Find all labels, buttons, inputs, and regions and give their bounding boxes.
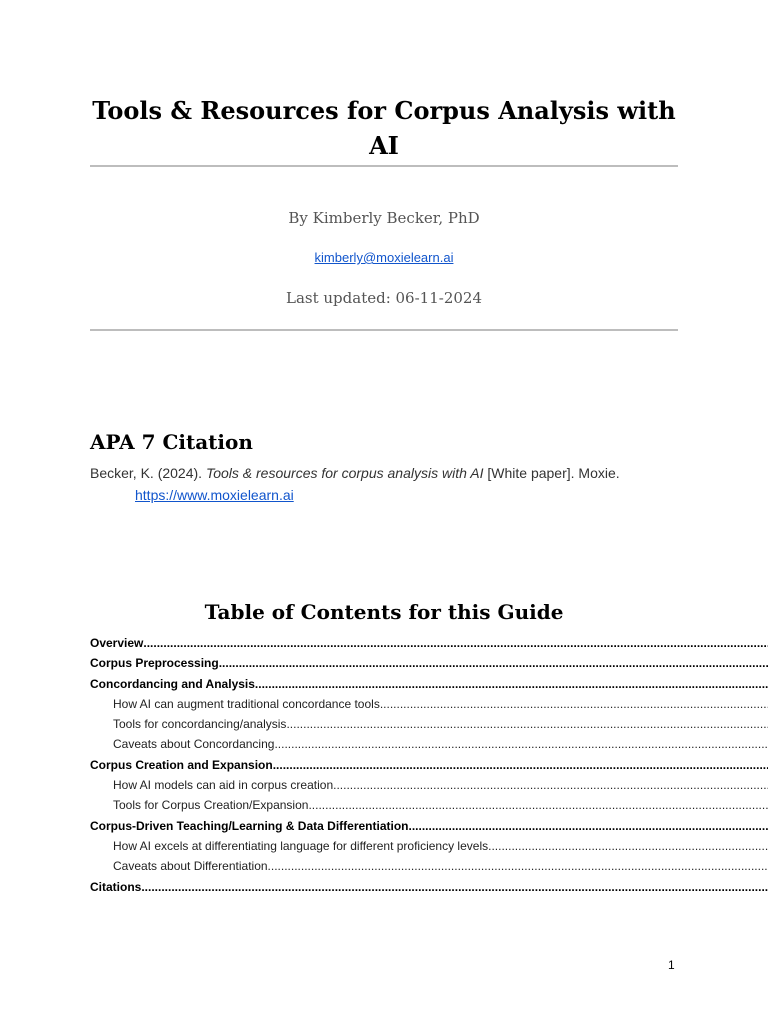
toc-entry-label: Caveats about Concordancing: [113, 737, 275, 752]
toc-entry-label: Tools for Corpus Creation/Expansion: [113, 798, 309, 813]
toc-leader-dots: [286, 714, 768, 734]
toc-entry[interactable]: [90, 633, 768, 653]
apa-citation-text: [90, 462, 690, 506]
citation-suffix: [White paper]. Moxie.: [483, 465, 620, 481]
page-number: 1: [668, 958, 675, 972]
toc-entry-label: Caveats about Differentiation: [113, 859, 268, 874]
toc-entry[interactable]: [90, 816, 768, 836]
last-updated: Last updated: 06-11-2024: [285, 289, 483, 307]
toc-leader-dots: [143, 633, 768, 653]
toc-entry-label: Corpus-Driven Teaching/Learning & Data Differentiation: [90, 818, 409, 833]
toc-leader-dots: [268, 856, 768, 876]
apa-citation-heading: APA 7 Citation: [90, 430, 253, 454]
author-email: [90, 250, 678, 265]
toc-entry-label: How AI excels at differentiating language for different proficiency levels: [113, 838, 489, 853]
toc-leader-dots: [219, 653, 768, 673]
author-email-link[interactable]: kimberly@moxielearn.ai: [314, 250, 454, 265]
toc-entry[interactable]: [90, 734, 768, 754]
toc-leader-dots: [380, 694, 768, 714]
toc-entry[interactable]: [90, 856, 768, 876]
toc-entry-label: Tools for concordancing/analysis: [113, 717, 287, 732]
toc-entry[interactable]: [90, 714, 768, 734]
toc-leader-dots: [274, 734, 768, 754]
toc-leader-dots: [308, 795, 768, 815]
toc-leader-dots: [333, 775, 768, 795]
citation-line: [90, 462, 690, 484]
toc-entry[interactable]: [90, 836, 768, 856]
toc-leader-dots: [273, 755, 768, 775]
author-byline: By Kimberly Becker, PhD: [288, 209, 480, 227]
toc-entry-label: Corpus Preprocessing: [90, 656, 219, 671]
toc-entry[interactable]: [90, 755, 768, 775]
toc-leader-dots: [488, 836, 768, 856]
toc-entry-label: Citations: [90, 879, 142, 894]
toc-entry[interactable]: [90, 877, 768, 897]
toc-leader-dots: [141, 877, 768, 897]
toc-entry[interactable]: [90, 795, 768, 815]
toc-leader-dots: [255, 674, 768, 694]
toc-entry[interactable]: [90, 653, 768, 673]
toc-entry[interactable]: [90, 674, 768, 694]
toc-leader-dots: [408, 816, 768, 836]
citation-italic-title: Tools & resources for corpus analysis with AI: [205, 465, 484, 481]
citation-url-line: [90, 484, 690, 506]
toc-entry-label: Concordancing and Analysis: [90, 676, 255, 691]
toc-entry-label: Overview: [90, 636, 144, 650]
citation-prefix: Becker, K. (2024).: [90, 465, 206, 481]
citation-url-link[interactable]: https://www.moxielearn.ai: [135, 487, 294, 503]
header-divider: [90, 329, 678, 331]
toc-entry-label: Corpus Creation and Expansion: [90, 757, 273, 772]
toc-entry-label: How AI models can aid in corpus creation: [113, 778, 334, 793]
document-title: Tools & Resources for Corpus Analysis with AI: [92, 96, 676, 160]
toc-entry[interactable]: [90, 694, 768, 714]
table-of-contents: [90, 633, 768, 897]
title-divider: [90, 165, 678, 167]
toc-entry[interactable]: [90, 775, 768, 795]
toc-heading: Table of Contents for this Guide: [204, 600, 564, 624]
toc-entry-label: How AI can augment traditional concordance tools: [113, 696, 380, 711]
